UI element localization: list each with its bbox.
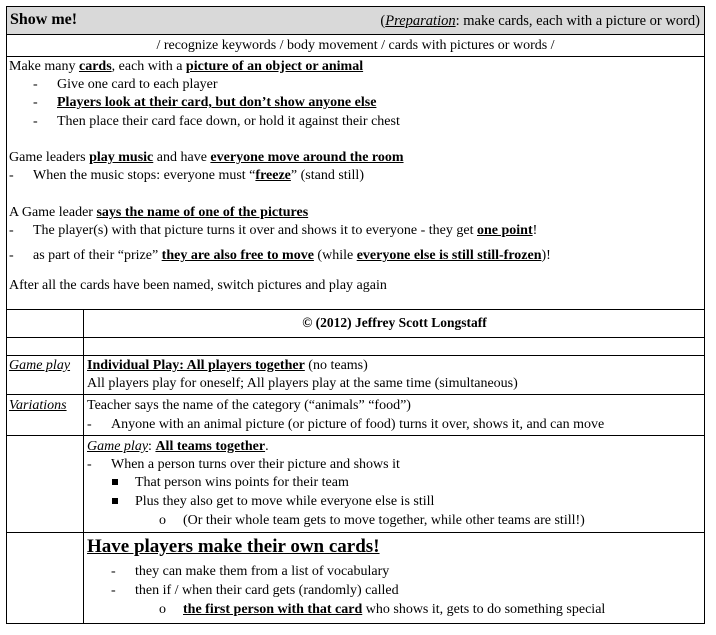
copyright: © (2012) Jeffrey Scott Longstaff [302, 315, 487, 330]
list-item: Plus they also get to move while everyone else is still [135, 494, 435, 509]
keywords: / recognize keywords / body movement / cards with pictures or words / [156, 38, 555, 53]
header-row [6, 6, 705, 35]
list-item: When a person turns over their picture and shows it [111, 457, 400, 472]
list-item: - [33, 77, 38, 92]
keywords-row [6, 34, 705, 57]
list-item: - [9, 168, 14, 183]
list-item: - [33, 114, 38, 129]
list-item: they can make them from a list of vocabulary [135, 564, 390, 579]
gameplay-desc: All players play for oneself; All players play at the same time (simultaneous) [87, 376, 518, 391]
preparation-label: Preparation [385, 13, 456, 29]
variations-row [6, 394, 705, 436]
list-item: (Or their whole team gets to move together, while other teams are still!) [183, 513, 585, 528]
list-item: then if / when their card gets (randomly) called [135, 583, 399, 598]
square-bullet-icon [112, 474, 118, 492]
square-bullet-icon [112, 493, 118, 511]
list-item: the first person with that card who shows it, gets to do something special [183, 602, 606, 617]
list-item: Then place their card face down, or hold it against their chest [57, 114, 400, 129]
left-cell [7, 310, 84, 337]
empty-row [6, 337, 705, 356]
instruction-line: Game leaders play music and have everyone move around the room [9, 150, 404, 165]
list-item: That person wins points for their team [135, 475, 349, 490]
list-item: Give one card to each player [57, 77, 218, 92]
list-item: - [9, 223, 14, 238]
variations-line: Teacher says the name of the category (“animals” “food”) [87, 398, 411, 413]
list-item: - [87, 417, 92, 432]
list-item: When the music stops: everyone must “freeze” (stand still) [33, 168, 364, 183]
own-cards-heading: Have players make their own cards! [87, 536, 380, 557]
left-cell [7, 533, 84, 623]
instruction-line: Make many cards, each with a picture of an object or animal [9, 59, 364, 74]
gameplay-label: Game play [9, 358, 71, 373]
left-cell [7, 356, 84, 394]
instructions-row [6, 56, 705, 310]
list-item: - [111, 564, 116, 579]
copyright-row [6, 309, 705, 338]
circle-bullet: o [159, 602, 166, 617]
list-item: The player(s) with that picture turns it over and shows it to everyone - they get one point! [33, 223, 538, 238]
own-cards-row [6, 532, 705, 624]
list-item: - [87, 457, 92, 472]
teams-title: Game play: All teams together. [87, 439, 269, 454]
gameplay-row [6, 355, 705, 395]
list-item: Players look at their card, but don’t show anyone else [57, 95, 377, 110]
list-item: - [33, 95, 38, 110]
circle-bullet: o [159, 513, 166, 528]
instruction-line: After all the cards have been named, switch pictures and play again [9, 278, 387, 293]
list-item: Anyone with an animal picture (or picture of food) turns it over, shows it, and can move [111, 417, 605, 432]
preparation-note: (Preparation: make cards, each with a picture or word) [380, 13, 700, 29]
teams-row [6, 435, 705, 533]
instruction-line: A Game leader says the name of one of the pictures [9, 205, 309, 220]
list-item: - [9, 248, 14, 263]
page-title: Show me! [10, 11, 78, 28]
gameplay-title: Individual Play: All players together (no teams) [87, 358, 368, 373]
list-item: as part of their “prize” they are also free to move (while everyone else is still still-frozen)! [33, 248, 551, 263]
left-cell [7, 436, 84, 532]
left-cell [7, 395, 84, 435]
list-item: - [111, 583, 116, 598]
left-cell [7, 338, 84, 355]
variations-label: Variations [9, 398, 67, 413]
